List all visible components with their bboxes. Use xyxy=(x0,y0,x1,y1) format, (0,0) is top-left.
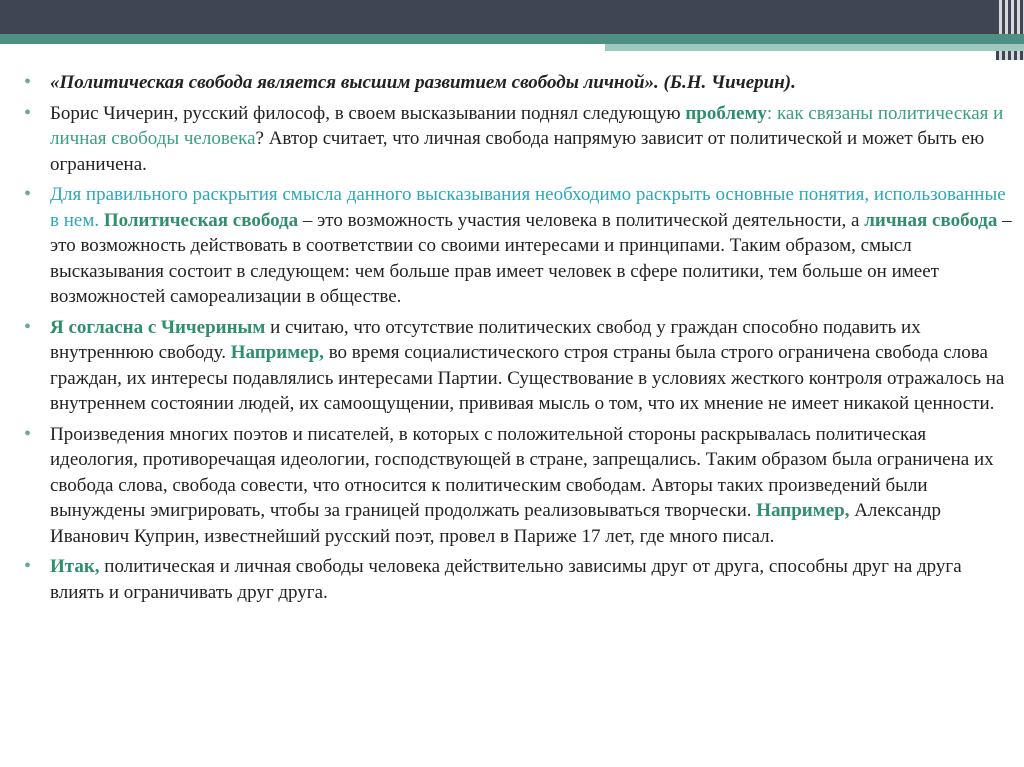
conclusion-text: политическая и личная свободы человека действительно зависимы друг от друга, способны друг на друга влиять и ограничивать друг друга. xyxy=(50,556,962,603)
conclusion-keyword: Итак, xyxy=(50,556,100,577)
quote-text: «Политическая свобода является высшим развитием свободы личной». (Б.Н. Чичерин). xyxy=(50,72,796,93)
bullet-dot-icon: • xyxy=(24,555,32,577)
problem-question: : как связаны политическая и личная свободы человека xyxy=(50,102,1004,149)
bullet-dot-icon: • xyxy=(24,422,32,445)
bullet-agreement xyxy=(24,315,1014,417)
bullet-dot-icon: • xyxy=(24,315,32,338)
bullet-writers xyxy=(24,422,1014,550)
definition-political: – это возможность участия человека в политической деятельности, а xyxy=(298,209,865,231)
bullet-dot-icon: • xyxy=(24,183,32,205)
slide-body xyxy=(24,70,1014,610)
header-bar xyxy=(0,0,1024,34)
definition-personal: – это возможность действовать в соответствии со своими интересами и принципами. Таким образом, смысл высказывания состоит в следующем: чем больше прав имеет человек в сфере политики, тем больше он имеет возможностей самореализации в обществе. xyxy=(50,209,1012,307)
concepts-intro: Для правильного раскрытия смысла данного высказывания необходимо раскрыть основные понятия, использованные в нем. xyxy=(50,184,1006,231)
bullet-quote xyxy=(24,70,1014,96)
agreement-text: и считаю, что отсутствие политических свобод у граждан способно подавить их внутреннюю свободу. xyxy=(50,316,921,363)
term-personal-freedom: личная свобода xyxy=(864,209,998,231)
bullet-dot-icon: • xyxy=(24,101,32,124)
header-stripe-teal xyxy=(0,34,1024,44)
bullet-concepts xyxy=(24,182,1014,310)
term-political-freedom: Политическая свобода xyxy=(103,209,299,231)
problem-keyword: проблему xyxy=(685,102,767,124)
header-stripe-light xyxy=(605,44,1024,51)
problem-author-view: ? Автор считает, что личная свобода напрямую зависит от политической и может быть ею ограничена. xyxy=(50,128,985,175)
writers-text: Произведения многих поэтов и писателей, в которых с положительной стороны раскрывалась политическая идеология, противоречащая идеологии, господствующей в стране, запрещались. Таким образом была ограничена их свобода слова, свобода совести, что относится к политическим свободам. Авторы таких произведений были вынуждены эмигрировать, чтобы за границей продолжать реализовываться творчески. xyxy=(50,423,994,521)
bullet-dot-icon: • xyxy=(24,71,32,93)
example-keyword: Например, xyxy=(230,342,324,363)
agreement-phrase: Я согласна с Чичериным xyxy=(50,316,266,338)
bullet-conclusion xyxy=(24,554,1014,605)
problem-intro: Борис Чичерин, русский философ, в своем высказывании поднял следующую xyxy=(50,102,686,124)
example-text: во время социалистического строя страны была строго ограничена свобода слова граждан, их интересы подавлялись интересами Партии. Существование в условиях жесткого контроля отражалось на внутреннем состоянии людей, их самоощущении, прививая мысль о том, что их мнение не имеет никакой ценности. xyxy=(50,342,1005,414)
kuprin-example: Александр Иванович Куприн, известнейший русский поэт, провел в Париже 17 лет, где много писал. xyxy=(50,500,942,547)
example-keyword-2: Например, xyxy=(756,500,850,521)
header-corner-decoration xyxy=(996,0,1024,60)
bullet-problem xyxy=(24,101,1014,178)
